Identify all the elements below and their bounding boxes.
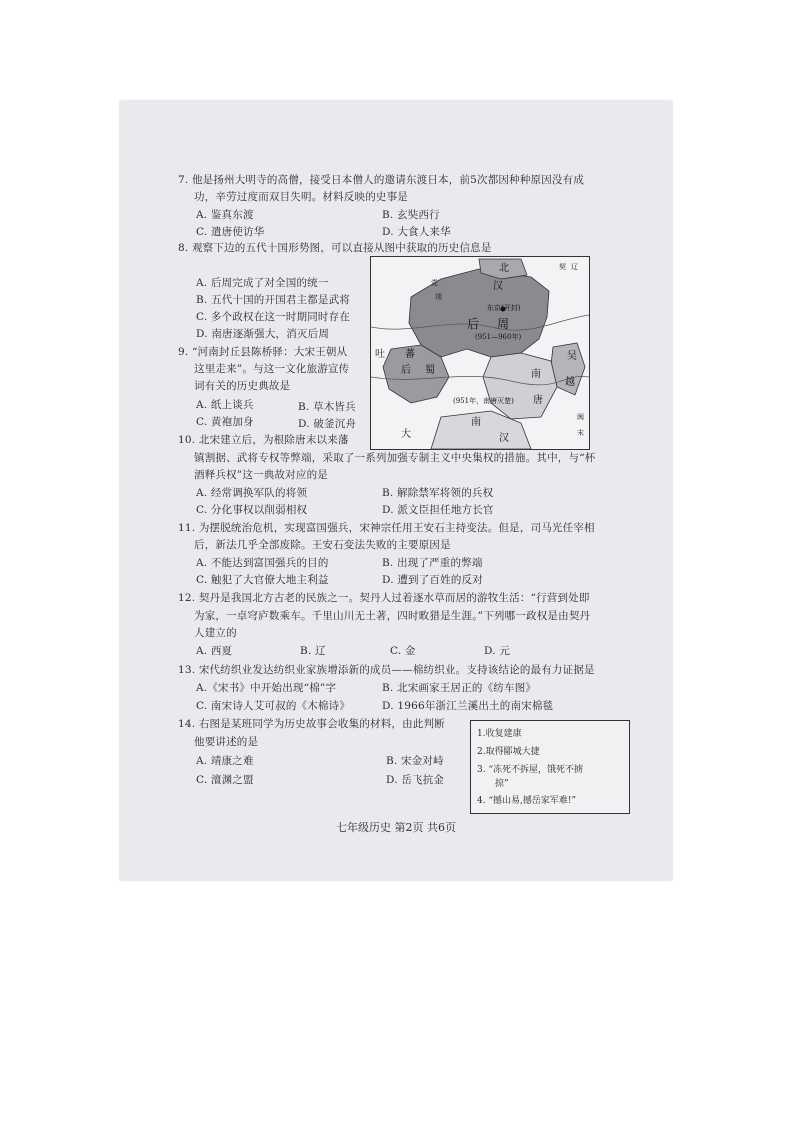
q10-option-a: A. 经常调换军队的将领: [196, 487, 308, 499]
q14-option-b: B. 宋金对峙: [386, 755, 444, 767]
q12-option-d: D. 元: [484, 645, 511, 657]
later-zhou-region: [409, 269, 549, 357]
map-label-dongjing: 东京(开封): [487, 304, 521, 312]
map-label-fan: 蕃: [405, 349, 415, 360]
q10-option-c: C. 分化事权以削弱相权: [196, 504, 308, 516]
material-line-1: 1.收复建康: [477, 729, 522, 739]
q7-option-d: D. 大食人来华: [382, 226, 451, 238]
map-label-qi: 契: [559, 263, 566, 271]
q14-stem-line2: 他要讲述的是: [194, 736, 259, 748]
q9-stem-line3: 词有关的历史典故是: [194, 380, 291, 392]
map-label-tang: 唐: [533, 395, 543, 406]
q7-option-a: A. 鉴真东渡: [196, 209, 254, 221]
q8-stem: 8. 观察下边的五代十国形势图，可以直接从图中获取的历史信息是: [178, 242, 492, 254]
map-label-north: 北: [499, 263, 509, 274]
map-label-da: 大: [401, 429, 411, 440]
q13-option-a: A.《宋书》中开始出现“棉”字: [196, 682, 337, 694]
map-label-nan: 南: [531, 369, 541, 380]
map-label-later-shu-hou: 后: [401, 365, 411, 376]
q10-stem-line2: 镇割据、武将专权等弊端，采取了一系列加强专制主义中央集权的措施。其中，与“杯: [194, 452, 596, 464]
map-label-xiang: 项: [435, 293, 442, 301]
material-line-2: 2.取得郾城大捷: [477, 747, 540, 757]
q13-stem-line1: 13. 宋代纺织业发达纺织业家族增添新的成员——棉纺织业。支持该结论的最有力证据是: [178, 664, 595, 676]
q11-stem-line1: 11. 为摆脱统治危机，实现富国强兵，宋神宗任用王安石主持变法。但是，司马光任宰相: [178, 522, 595, 534]
q8-option-c: C. 多个政权在这一时期同时存在: [196, 311, 351, 323]
q8-option-a: A. 后周完成了对全国的统一: [196, 277, 329, 289]
page-footer: 七年级历史 第2页 共6页: [336, 821, 456, 834]
q14-stem-line1: 14. 右图是某班同学为历史故事会收集的材料，由此判断: [178, 718, 445, 730]
map-label-tu: 吐: [375, 349, 385, 360]
q11-option-c: C. 触犯了大官僚大地主利益: [196, 574, 329, 586]
q12-stem-line1: 12. 契丹是我国北方古老的民族之一。契丹人过着逐水草而居的游牧生活：“行营到处即: [178, 592, 590, 604]
q8-option-d: D. 南唐逐渐强大，消灭后周: [196, 328, 330, 340]
map-label-southern-han-nan: 南: [471, 417, 481, 428]
q14-material-box: [470, 720, 630, 814]
map-label-zhou: 周: [497, 317, 510, 331]
map-label-han: 汉: [493, 281, 503, 292]
q11-option-d: D. 遭到了百姓的反对: [382, 574, 483, 586]
q12-option-a: A. 西夏: [196, 645, 233, 657]
q8-option-b: B. 五代十国的开国君主都是武将: [196, 294, 351, 306]
five-dynasties-map: [370, 256, 590, 450]
q11-option-a: A. 不能达到富国强兵的目的: [196, 557, 329, 569]
q7-stem-line1: 7. 他是扬州大明寺的高僧，接受日本僧人的邀请东渡日本，前5次都因种种原因没有成: [178, 174, 585, 186]
exam-page: [120, 101, 672, 880]
map-label-wu: 吴: [567, 351, 577, 362]
map-label-mo: 末: [577, 429, 584, 437]
q10-stem-line1: 10. 北宋建立后，为根除唐末以来藩: [178, 434, 349, 446]
q7-option-c: C. 遣唐使访华: [196, 226, 265, 238]
map-label-chu-note: (951年，南唐灭楚): [453, 397, 514, 405]
q9-stem-line1: 9. “河南封丘县陈桥驿：大宋王朝从: [178, 346, 348, 358]
q9-stem-line2: 这里走来”。与这一文化旅游宣传: [194, 363, 350, 375]
southern-tang-region: [483, 353, 557, 419]
material-line-4: 4. “撼山易,撼岳家军难!”: [477, 796, 577, 806]
q10-option-b: B. 解除禁军将领的兵权: [382, 487, 494, 499]
q14-option-a: A. 靖康之难: [196, 755, 254, 767]
q9-option-b: B. 草木皆兵: [298, 401, 356, 413]
q7-stem-line2: 功，辛劳过度而双目失明。材料反映的史事是: [194, 191, 408, 203]
q12-option-c: C. 金: [390, 645, 416, 657]
map-label-hou: 后: [467, 317, 480, 331]
q14-option-c: C. 澶渊之盟: [196, 774, 254, 786]
map-label-dang: 党: [431, 279, 438, 287]
q12-option-b: B. 辽: [300, 645, 326, 657]
q13-option-b: B. 北宋画家王居正的《纺车图》: [382, 682, 537, 694]
q12-stem-line2: 为家，一卓穹庐数乘车。千里山川无土著，四时畋猎是生涯。”下列哪一政权是由契丹: [194, 610, 591, 622]
q11-stem-line2: 后，新法几乎全部废除。王安石变法失败的主要原因是: [194, 539, 451, 551]
map-label-min: 闽: [577, 413, 584, 421]
map-label-later-shu-shu: 蜀: [425, 365, 435, 376]
material-line-3b: 掠”: [495, 779, 509, 789]
q14-option-d: D. 岳飞抗金: [386, 774, 445, 786]
q9-option-a: A. 纸上谈兵: [196, 399, 254, 411]
map-label-later-zhou-dates: (951—960年): [475, 333, 522, 341]
q10-stem-line3: 酒释兵权”这一典故对应的是: [194, 469, 328, 481]
q9-option-d: D. 破釜沉舟: [298, 418, 357, 430]
q11-option-b: B. 出现了严重的弊端: [382, 557, 483, 569]
q12-stem-line3: 人建立的: [194, 627, 237, 639]
map-label-southern-han-han: 汉: [499, 433, 509, 444]
map-label-yue: 越: [565, 377, 575, 388]
q13-option-d: D. 1966年浙江兰溪出土的南宋棉毯: [382, 700, 554, 712]
map-label-liao: 辽: [571, 263, 578, 271]
q9-option-c: C. 黄袍加身: [196, 416, 254, 428]
q13-option-c: C. 南宋诗人艾可叔的《木棉诗》: [196, 700, 351, 712]
q7-option-b: B. 玄奘西行: [382, 209, 440, 221]
q10-option-d: D. 派文臣担任地方长官: [382, 504, 494, 516]
material-line-3a: 3. “冻死不拆屋，饿死不掳: [477, 765, 584, 775]
